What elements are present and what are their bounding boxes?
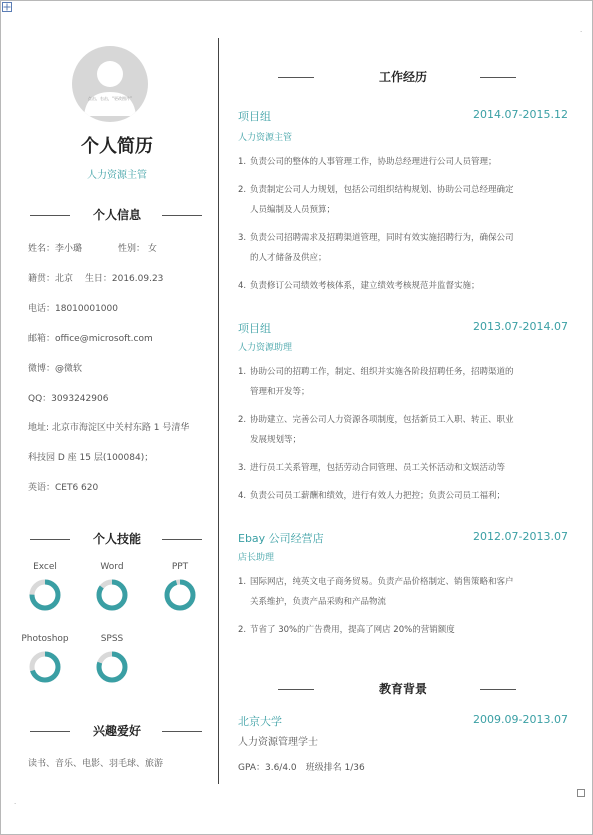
person-silhouette-icon <box>72 46 148 122</box>
duty-text: 管理和开发等； <box>250 387 310 397</box>
skill-label: SPSS <box>100 634 124 644</box>
skill-label: Photoshop <box>21 634 69 644</box>
duty-number: 1. <box>238 157 247 167</box>
duty-item <box>238 410 560 450</box>
duty-number: 4. <box>238 281 247 291</box>
duty-text: 协助建立、完善公司人力资源各项制度，包括新员工入职、转正、职业 <box>250 415 514 425</box>
resume-title: 个人简历 <box>81 136 153 157</box>
move-handle-icon[interactable] <box>2 2 12 12</box>
work-period: 2012.07-2013.07 <box>473 530 568 543</box>
personal-info-line: 籍贯：北京 生日：2016.09.23 <box>28 274 164 284</box>
duty-number: 4. <box>238 491 247 501</box>
work-experience-heading: 工作经历 <box>238 68 568 84</box>
avatar[interactable] <box>72 46 148 122</box>
personal-info-heading: 个人信息 <box>22 206 212 222</box>
education-period: 2009.09-2013.07 <box>473 713 568 726</box>
skill-ring <box>95 578 129 612</box>
avatar-hint: 点击、右击，“更改图片” <box>87 96 133 101</box>
work-org: 项目组 <box>238 110 271 123</box>
duty-text: 人员编制及人员预算； <box>250 205 336 215</box>
duty-text: 关系维护，负责产品采购和产品物流 <box>250 597 387 607</box>
personal-info-line: 邮箱：office@microsoft.com <box>28 334 153 344</box>
skill-item <box>84 632 140 684</box>
duty-item <box>238 152 560 172</box>
work-org: 项目组 <box>238 322 271 335</box>
skill-item <box>84 560 140 612</box>
duty-number: 1. <box>238 367 247 377</box>
column-divider <box>218 38 219 784</box>
skill-ring <box>28 650 62 684</box>
work-period: 2013.07-2014.07 <box>473 320 568 333</box>
gpa: GPA：3.6/4.0 班级排名 1/36 <box>238 763 365 773</box>
duty-item <box>238 486 560 506</box>
duty-text: 国际网店，纯英文电子商务贸易。负责产品价格制定、销售策略和客户 <box>250 577 514 587</box>
skill-ring <box>28 578 62 612</box>
hobbies-heading: 兴趣爱好 <box>22 722 212 738</box>
school-name: 北京大学 <box>238 715 282 728</box>
skill-item <box>17 632 73 684</box>
work-period: 2014.07-2015.12 <box>473 108 568 121</box>
skill-item <box>152 560 208 612</box>
degree: 人力资源管理学士 <box>238 737 318 748</box>
skill-ring <box>163 578 197 612</box>
duty-item <box>238 180 560 220</box>
duty-item <box>238 572 560 612</box>
duty-number: 3. <box>238 463 247 473</box>
personal-info-line: 姓名：李小璐 性别： 女 <box>28 244 157 254</box>
paragraph-mark: . <box>580 26 583 34</box>
duty-text: 负责公司员工薪酬和绩效，进行有效人力把控；负责公司员工福利； <box>250 491 506 501</box>
duty-number: 1. <box>238 577 247 587</box>
duty-number: 2. <box>238 625 247 635</box>
work-role: 店长助理 <box>238 553 275 563</box>
duty-number: 2. <box>238 415 247 425</box>
duty-text: 负责修订公司绩效考核体系，建立绩效考核规范并监督实施； <box>250 281 480 291</box>
personal-info-line: 英语：CET6 620 <box>28 483 99 493</box>
skill-ring-level <box>167 582 193 608</box>
skill-label: PPT <box>171 562 189 572</box>
personal-info-line: 微博：@微软 <box>28 364 83 374</box>
duty-item <box>238 362 560 402</box>
work-role: 人力资源助理 <box>238 343 293 353</box>
duty-text: 进行员工关系管理，包括劳动合同管理、员工关怀活动和文娱活动等 <box>250 463 506 473</box>
skill-label: Word <box>100 562 124 572</box>
personal-info-line: 电话：18010001000 <box>28 304 118 314</box>
skill-item <box>17 560 73 612</box>
duty-item <box>238 458 560 478</box>
personal-info-line: 地址: 北京市海淀区中关村东路 1 号清华 <box>28 423 190 433</box>
hobbies-text: 读书、音乐、电影、羽毛球、旅游 <box>28 759 164 769</box>
work-org: Ebay 公司经营店 <box>238 532 324 545</box>
job-title: 人力资源主管 <box>87 170 147 181</box>
skill-ring <box>95 650 129 684</box>
duty-text: 的人才储备及供应； <box>250 253 327 263</box>
duty-item <box>238 276 560 296</box>
personal-info-line: QQ：3093242906 <box>28 394 109 404</box>
duty-item <box>238 228 560 268</box>
duty-text: 负责公司招聘需求及招聘渠道管理，同时有效实施招聘行为，确保公司 <box>250 233 514 243</box>
duty-number: 3. <box>238 233 247 243</box>
paragraph-mark: . <box>14 798 17 806</box>
skill-label: Excel <box>33 562 57 572</box>
duty-text: 发展规划等； <box>250 435 302 445</box>
duty-text: 负责制定公司人力规划，包括公司组织结构规划、协助公司总经理确定 <box>250 185 514 195</box>
duty-number: 2. <box>238 185 247 195</box>
duty-text: 协助公司的招聘工作，制定、组织并实施各阶段招聘任务，招聘渠道的 <box>250 367 514 377</box>
personal-info-line: 科技园 D 座 15 层(100084)； <box>28 453 154 463</box>
duty-text: 节省了 30%的广告费用，提高了网店 20%的营销额度 <box>250 625 455 635</box>
work-role: 人力资源主管 <box>238 133 293 143</box>
resize-handle-icon[interactable] <box>577 789 585 797</box>
skills-heading: 个人技能 <box>22 530 212 546</box>
education-heading: 教育背景 <box>238 680 568 696</box>
duty-item <box>238 620 560 640</box>
duty-text: 负责公司的整体的人事管理工作，协助总经理进行公司人员管理； <box>250 157 497 167</box>
